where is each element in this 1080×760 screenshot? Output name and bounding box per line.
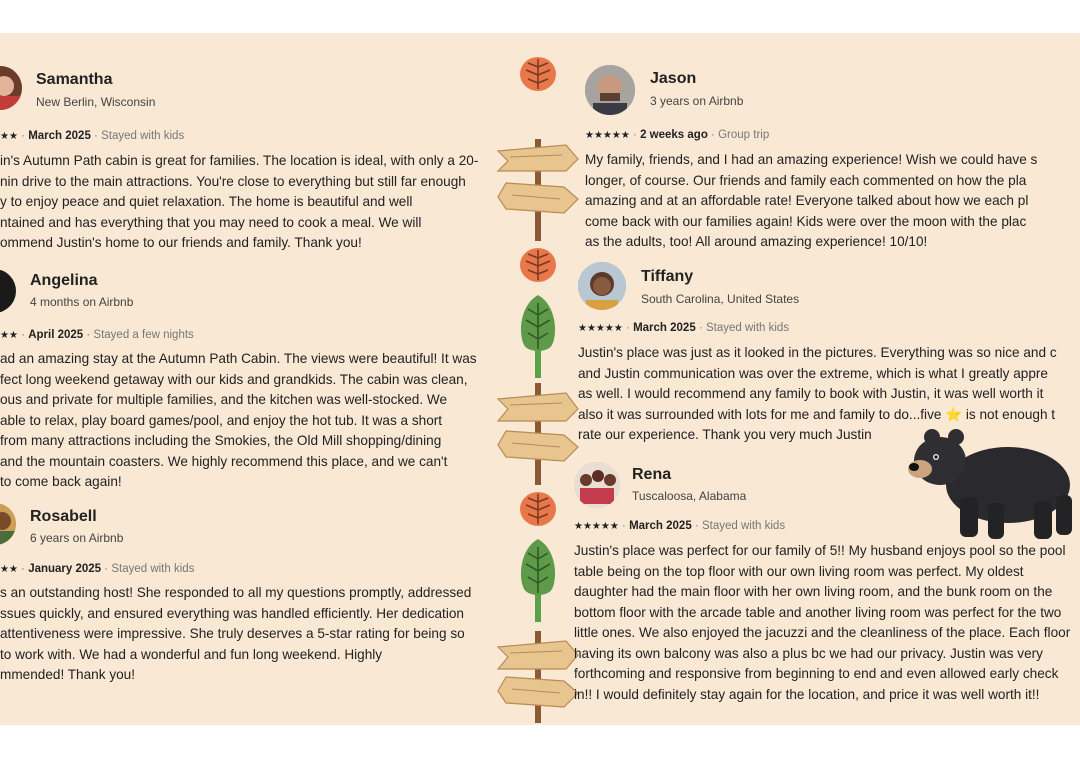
avatar (585, 65, 635, 115)
stay-type: Stayed a few nights (93, 329, 194, 341)
reviewer-name: Rena (632, 466, 672, 483)
review-jason (585, 33, 1080, 263)
review-text: My family, friends, and I had an amazing experience! Wish we could have s longer, of course. Our friends and family each commented on how the pla amazing and at an affordable rate! Everyone talked about how we each pl come back with our families again! Kids were over the moon with the plac as the adults, too! All around amazing experience! 10/10! (585, 152, 1038, 249)
reviewer-name: Angelina (30, 272, 98, 289)
review-meta (0, 130, 184, 142)
review-meta (585, 129, 769, 141)
star-rating: ★★★★★ (574, 521, 619, 532)
separator: · (694, 520, 699, 532)
stay-type: Group trip (718, 129, 770, 141)
reviewer-location: 3 years on Airbnb (650, 94, 744, 108)
reviewer-location: South Carolina, United States (641, 292, 800, 306)
reviewer-location: 6 years on Airbnb (30, 531, 124, 545)
reviewer-name: Rosabell (30, 508, 97, 525)
separator: · (21, 563, 25, 575)
avatar (578, 262, 626, 310)
stay-type: Stayed with kids (101, 130, 185, 142)
green-tree-icon (521, 295, 555, 378)
separator: · (626, 322, 630, 334)
avatar (0, 66, 22, 110)
review-text: Justin's place was perfect for our family of 5!! My husband enjoys pool so the pool table being on the top floor with our own living room was perfect. My oldest daughter had the main floor with her own living room, and the bunk room on the bottom floor with the arcade table and another living room was perfect for the two little ones. We also enjoyed the jacuzzi and the cleanliness of the place. Each floor having its own balcony was also a plus bc we had our privacy. Justin was very forthcoming and responsive from beginning to end and even allowed early check in!! I would definitely stay again for the location, and price it was well worth it!! (574, 543, 1071, 702)
separator: · (104, 563, 109, 575)
avatar-photo (0, 503, 16, 545)
grass-border (0, 721, 1080, 725)
separator: · (21, 130, 25, 142)
separator: · (633, 129, 637, 141)
review-date: April 2025 (28, 329, 84, 341)
avatar-photo (0, 66, 22, 110)
green-tree-icon (521, 539, 555, 622)
reviewer-name: Jason (650, 70, 697, 87)
signpost-icon (498, 139, 578, 241)
avatar (574, 462, 620, 508)
review-rosabell (0, 499, 520, 719)
star-rating: ★★★★★ (578, 323, 623, 334)
stay-type: Stayed with kids (701, 520, 786, 532)
reviews-collage (0, 33, 1080, 725)
separator: · (21, 329, 25, 341)
reviewer-location: 4 months on Airbnb (30, 295, 134, 309)
star-rating: ★★ (0, 131, 18, 142)
stay-type: Stayed with kids (111, 563, 195, 575)
stay-type: Stayed with kids (705, 322, 790, 334)
signpost-icon (498, 383, 578, 485)
separator: · (94, 130, 98, 142)
review-text: s an outstanding host! She responded to all my questions promptly, addressed ssues quickly, and ensured everything was handled efficiently. Her dedication attentiveness were impressive. She truly deserves a 5-star rating for being so to work with. We had a wonderful and fun long weekend. Highly mmended! Thank you! (0, 585, 472, 682)
star-rating: ★★★★★ (585, 130, 630, 141)
avatar-photo (585, 65, 635, 115)
review-text: Justin's place was just as it looked in the pictures. Everything was so nice and c and Justin communication was over the extreme, which is what I greatly appre as well. I would recommend any family to book with Justin, it was well worth it also it was surrounded with lots for me and family to do...five ⭐ is not enough t rate our experience. Thank you very much Justin (578, 345, 1057, 442)
review-samantha (0, 33, 520, 263)
review-date: 2 weeks ago (640, 129, 708, 141)
review-rena (574, 457, 1080, 721)
review-text: in's Autumn Path cabin is great for families. The location is ideal, with only a 20- nin drive to the main attractions. You're close to everything but still far enough y to enjoy peace and quiet relaxation. The home is beautiful and well ntained and has everything that you may need to cook a meal. We will ommend Justin's home to our friends and family. Thank you! (0, 153, 479, 250)
review-date: March 2025 (28, 130, 91, 142)
separator: · (698, 322, 703, 334)
reviewer-name: Samantha (36, 71, 113, 88)
review-meta (0, 329, 194, 341)
review-date: March 2025 (633, 322, 696, 334)
orange-leaf-icon (520, 492, 556, 526)
avatar (0, 269, 16, 313)
separator: · (622, 520, 626, 532)
orange-leaf-icon (520, 57, 556, 91)
reviewer-location: New Berlin, Wisconsin (36, 95, 156, 109)
reviewer-name: Tiffany (641, 268, 694, 285)
review-meta (574, 520, 785, 532)
orange-leaf-icon (520, 248, 556, 282)
separator: · (711, 129, 715, 141)
review-angelina (0, 263, 520, 503)
avatar (0, 503, 16, 545)
review-meta (0, 563, 194, 575)
star-rating: ★★ (0, 330, 18, 341)
separator: · (86, 329, 91, 341)
avatar-photo (574, 462, 620, 508)
review-date: January 2025 (28, 563, 102, 575)
reviewer-location: Tuscaloosa, Alabama (632, 489, 747, 503)
review-date: March 2025 (629, 520, 692, 532)
review-meta (578, 322, 789, 334)
avatar-photo (578, 262, 626, 310)
star-rating: ★★ (0, 564, 18, 575)
review-text: ad an amazing stay at the Autumn Path Cabin. The views were beautiful! It was fect long weekend getaway with our kids and grandkids. The cabin was clean, ous and private for multiple families, and the kitchen was well-stocked. We able to relax, play board games/pool, and enjoy the hot tub. It was a short from many attractions including the Smokies, the Old Mill shopping/dining and the mountain coasters. We highly recommend this place, and we can't to come back again! (0, 351, 477, 489)
signpost-icon (498, 631, 578, 723)
